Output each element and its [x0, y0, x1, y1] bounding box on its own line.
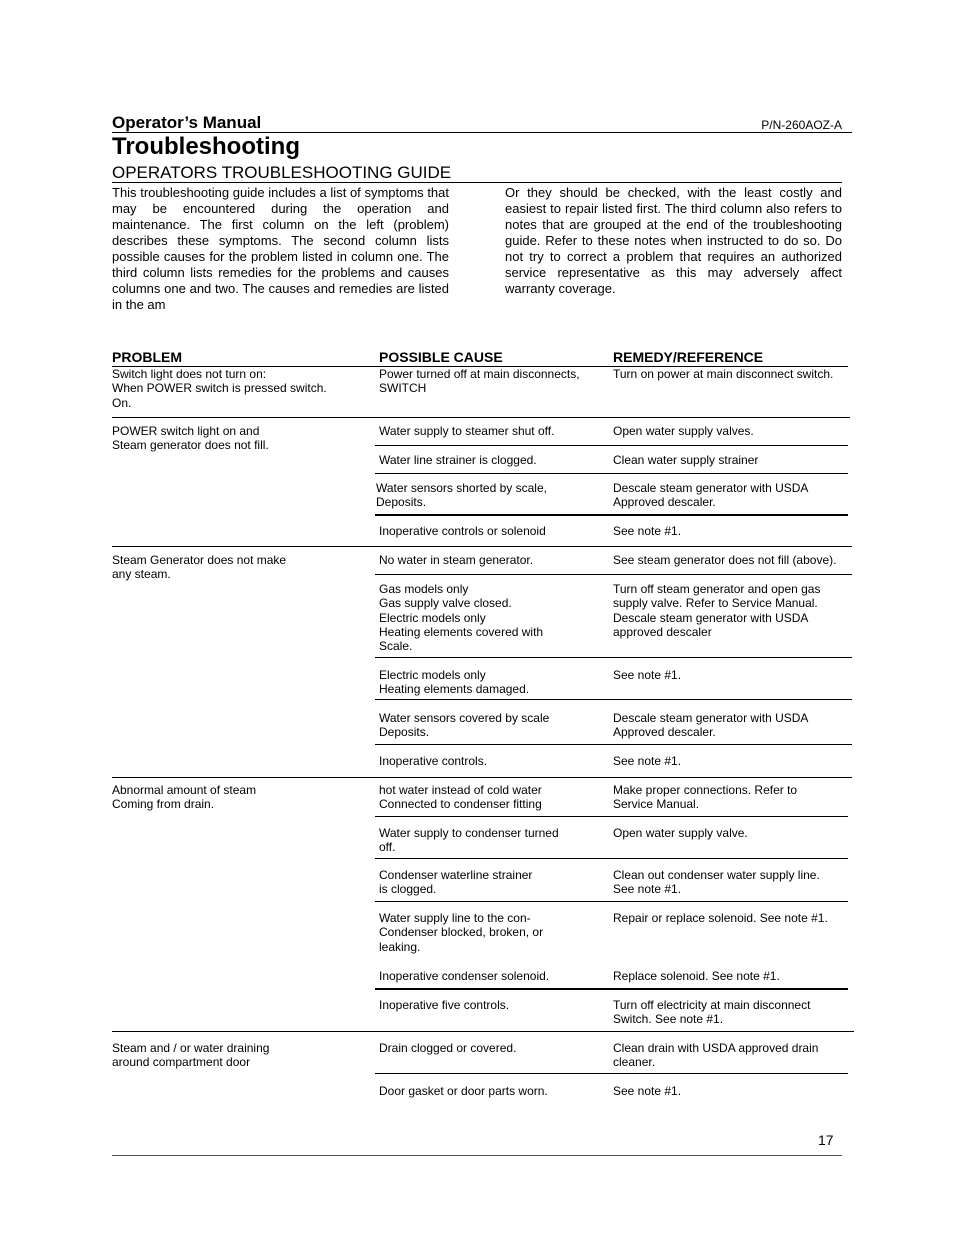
- row-divider: [375, 816, 848, 817]
- remedy-cell: Turn off electricity at main disconnect Switch. See note #1.: [613, 998, 811, 1027]
- intro-left-paragraph: This troubleshooting guide includes a list of symptoms that may be encountered during the operation and maintenance. The first column on the left (problem) describes these symptoms. The second column lists possible causes for the problem listed in column one. The third column lists remedies for the problems and causes columns one and two. The causes and remedies are listed in the am: [112, 185, 449, 312]
- remedy-cell: Make proper connections. Refer to Service Manual.: [613, 783, 798, 812]
- cause-cell: Water supply to steamer shut off.: [379, 424, 555, 438]
- problem-cell: Steam Generator does not make any steam.: [112, 553, 287, 582]
- row-divider: [112, 1031, 854, 1032]
- row-divider: [375, 988, 848, 990]
- cause-cell: Electric models only Heating elements damaged.: [379, 668, 530, 697]
- row-divider: [112, 777, 852, 778]
- cause-cell: Drain clogged or covered.: [379, 1041, 517, 1055]
- row-divider: [375, 445, 848, 446]
- remedy-cell: Clean drain with USDA approved drain cleaner.: [613, 1041, 819, 1070]
- row-divider: [375, 574, 852, 575]
- footer-rule: [112, 1155, 842, 1156]
- cause-cell: Door gasket or door parts worn.: [379, 1084, 548, 1098]
- column-header-problem: PROBLEM: [112, 349, 182, 365]
- cause-cell: Inoperative condenser solenoid.: [379, 969, 550, 983]
- remedy-cell: See note #1.: [613, 524, 682, 538]
- problem-cell: Switch light does not turn on: When POWER switch is pressed switch. On.: [112, 367, 327, 410]
- cause-cell: Power turned off at main disconnects, SWITCH: [379, 367, 580, 396]
- row-divider: [375, 514, 848, 516]
- remedy-cell: Clean out condenser water supply line. See note #1.: [613, 868, 820, 897]
- intro-right-paragraph: Or they should be checked, with the least costly and easiest to repair listed first. The third column also refers to notes that are grouped at the end of the troubleshooting guide. Refer to these notes when instructed to do so. Do not try to correct a problem that requires an authorized service representative as this may adversely affect warranty coverage.: [505, 185, 842, 296]
- column-header-remedy: REMEDY/REFERENCE: [613, 349, 764, 365]
- page-title: Troubleshooting: [112, 133, 300, 160]
- cause-cell: Inoperative controls or solenoid: [379, 524, 546, 538]
- section-rule: [112, 182, 842, 183]
- cause-cell: No water in steam generator.: [379, 553, 534, 567]
- row-divider: [375, 744, 852, 745]
- remedy-cell: See note #1.: [613, 1084, 682, 1098]
- row-divider: [375, 699, 852, 700]
- remedy-cell: Turn off steam generator and open gas supply valve. Refer to Service Manual. Descale steam generator with USDA approved descaler: [613, 582, 821, 639]
- remedy-cell: Turn on power at main disconnect switch.: [613, 367, 834, 381]
- row-divider: [112, 417, 850, 418]
- problem-cell: POWER switch light on and Steam generator does not fill.: [112, 424, 269, 453]
- problem-cell: Abnormal amount of steam Coming from drain.: [112, 783, 257, 812]
- column-header-cause: POSSIBLE CAUSE: [379, 349, 503, 365]
- part-number: P/N-260AOZ-A: [761, 118, 842, 132]
- cause-cell: Water sensors covered by scale Deposits.: [379, 711, 550, 740]
- row-divider: [375, 1073, 848, 1074]
- remedy-cell: Replace solenoid. See note #1.: [613, 969, 780, 983]
- cause-cell: Water sensors shorted by scale, Deposits.: [376, 481, 547, 510]
- manual-title: Operator’s Manual: [112, 113, 262, 132]
- remedy-cell: Clean water supply strainer: [613, 453, 759, 467]
- row-divider: [375, 858, 848, 859]
- cause-cell: Water supply line to the con- Condenser blocked, broken, or leaking.: [379, 911, 544, 954]
- cause-cell: Inoperative five controls.: [379, 998, 510, 1012]
- row-divider: [375, 901, 848, 902]
- row-divider: [112, 546, 852, 547]
- cause-cell: Condenser waterline strainer is clogged.: [379, 868, 533, 897]
- remedy-cell: Open water supply valve.: [613, 826, 748, 840]
- remedy-cell: Open water supply valves.: [613, 424, 754, 438]
- cause-cell: Inoperative controls.: [379, 754, 488, 768]
- row-divider: [375, 473, 848, 474]
- remedy-cell: See note #1.: [613, 754, 682, 768]
- cause-cell: Water supply to condenser turned off.: [379, 826, 559, 855]
- remedy-cell: See note #1.: [613, 668, 682, 682]
- page-number: 17: [818, 1132, 834, 1148]
- row-divider: [375, 657, 852, 658]
- problem-cell: Steam and / or water draining around compartment door: [112, 1041, 270, 1070]
- remedy-cell: See steam generator does not fill (above).: [613, 553, 837, 567]
- remedy-cell: Repair or replace solenoid. See note #1.: [613, 911, 828, 925]
- cause-cell: Gas models only Gas supply valve closed. Electric models only Heating elements covered with Scale.: [379, 582, 544, 654]
- remedy-cell: Descale steam generator with USDA Approved descaler.: [613, 711, 809, 740]
- section-title: OPERATORS TROUBLESHOOTING GUIDE: [112, 163, 452, 182]
- remedy-cell: Descale steam generator with USDA Approved descaler.: [613, 481, 809, 510]
- cause-cell: Water line strainer is clogged.: [379, 453, 537, 467]
- cause-cell: hot water instead of cold water Connected to condenser fitting: [379, 783, 542, 812]
